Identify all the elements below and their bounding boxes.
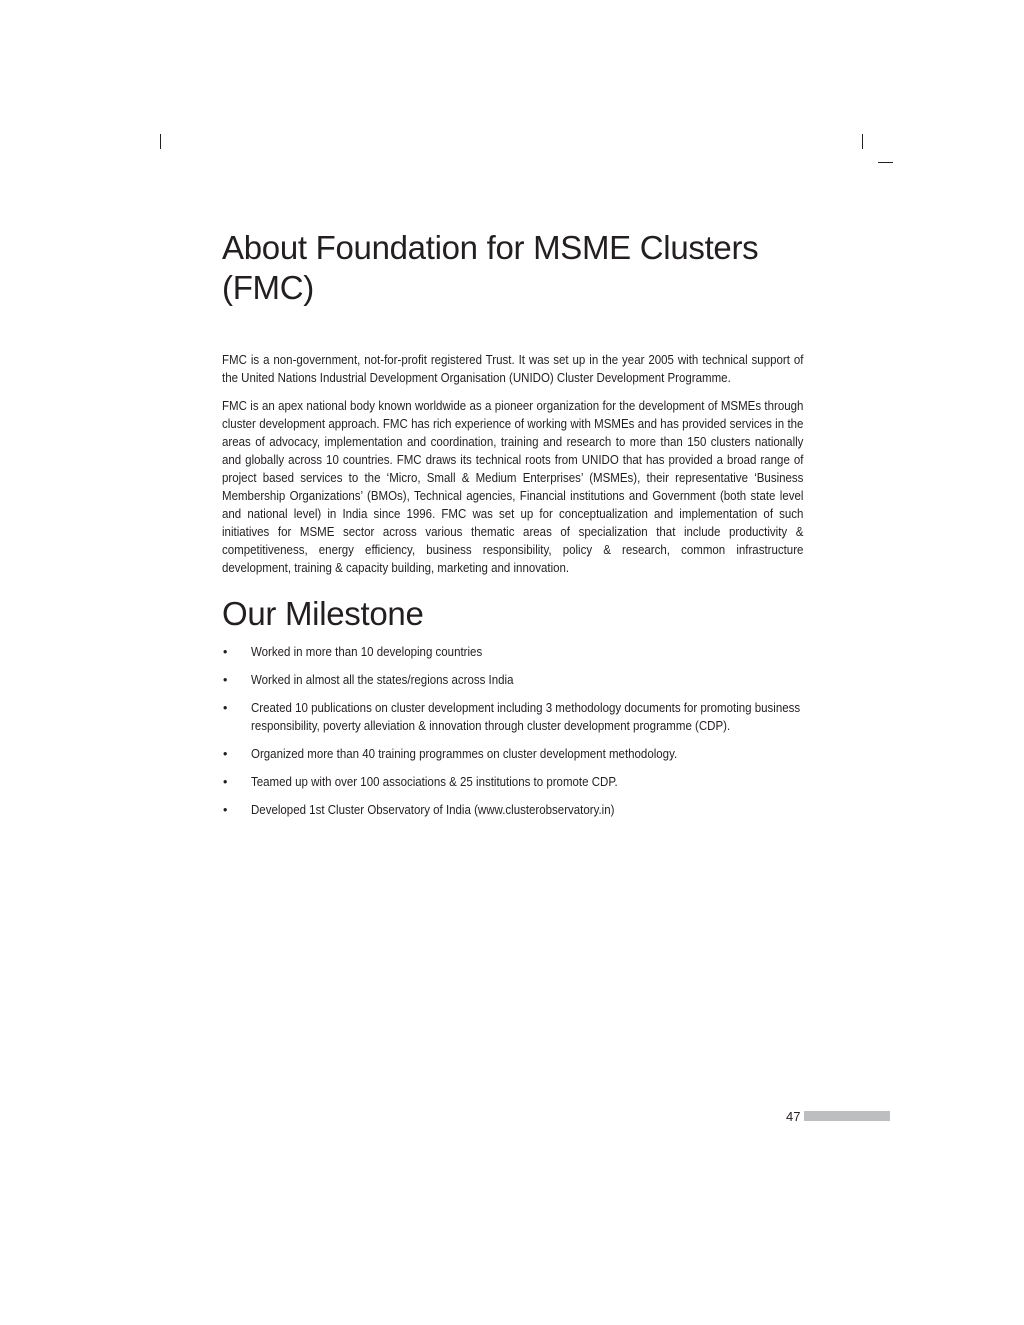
crop-mark-left	[160, 134, 161, 149]
list-item	[222, 699, 803, 735]
list-item-text: Worked in more than 10 developing countries	[251, 645, 483, 659]
list-item-text: Developed 1st Cluster Observatory of India (www.clusterobservatory.in)	[251, 803, 615, 817]
crop-mark-right	[862, 134, 863, 149]
page-number-bar	[804, 1111, 890, 1121]
milestone-list	[222, 643, 803, 819]
page-content	[222, 228, 803, 829]
list-item-text: Created 10 publications on cluster development including 3 methodology documents for promoting business responsibility, poverty alleviation & innovation through cluster development programme (CDP).	[251, 701, 801, 733]
list-item	[222, 773, 803, 791]
about-paragraph-1: FMC is a non-government, not-for-profit registered Trust. It was set up in the year 2005 with technical support of the United Nations Industrial Development Organisation (UNIDO) Cluster Development Programme.	[222, 353, 804, 385]
list-item	[222, 745, 803, 763]
list-item-text: Worked in almost all the states/regions across India	[251, 673, 514, 687]
list-item-text: Organized more than 40 training programmes on cluster development methodology.	[251, 747, 678, 761]
list-item	[222, 801, 803, 819]
about-heading	[222, 228, 803, 308]
list-item-text: Teamed up with over 100 associations & 25 institutions to promote CDP.	[251, 775, 618, 789]
milestone-heading: Our Milestone	[222, 595, 424, 632]
bullet: •	[223, 775, 228, 789]
list-item	[222, 643, 803, 661]
crop-mark-right-horizontal	[878, 162, 893, 163]
page-number: 47	[786, 1108, 801, 1124]
bullet: •	[223, 701, 228, 715]
bullet: •	[223, 645, 228, 659]
about-heading-line1: About Foundation for MSME Clusters	[222, 229, 759, 266]
about-heading-line2: (FMC)	[222, 269, 314, 306]
bullet: •	[223, 747, 228, 761]
bullet: •	[223, 803, 228, 817]
list-item	[222, 671, 803, 689]
page-footer	[786, 1108, 890, 1124]
about-paragraph-2: FMC is an apex national body known worldwide as a pioneer organization for the development of MSMEs through cluster development approach. FMC has rich experience of working with MSMEs and has provided services in the areas of advocacy, implementation and coordination, training and research to more than 150 clusters nationally and globally across 10 countries. FMC draws its technical roots from UNIDO that has provided a broad range of project based services to the ‘Micro, Small & Medium Enterprises’ (MSMEs), their representative ‘Business Membership Organizations’ (BMOs), Technical agencies, Financial institutions and Government (both state level and national level) in India since 1996. FMC was set up for conceptualization and implementation of such initiatives for MSME sector across various thematic areas of specialization that include productivity & competitiveness, energy efficiency, business responsibility, policy & research, common infrastructure development, training & capacity building, marketing and innovation.	[222, 399, 804, 575]
bullet: •	[223, 673, 228, 687]
